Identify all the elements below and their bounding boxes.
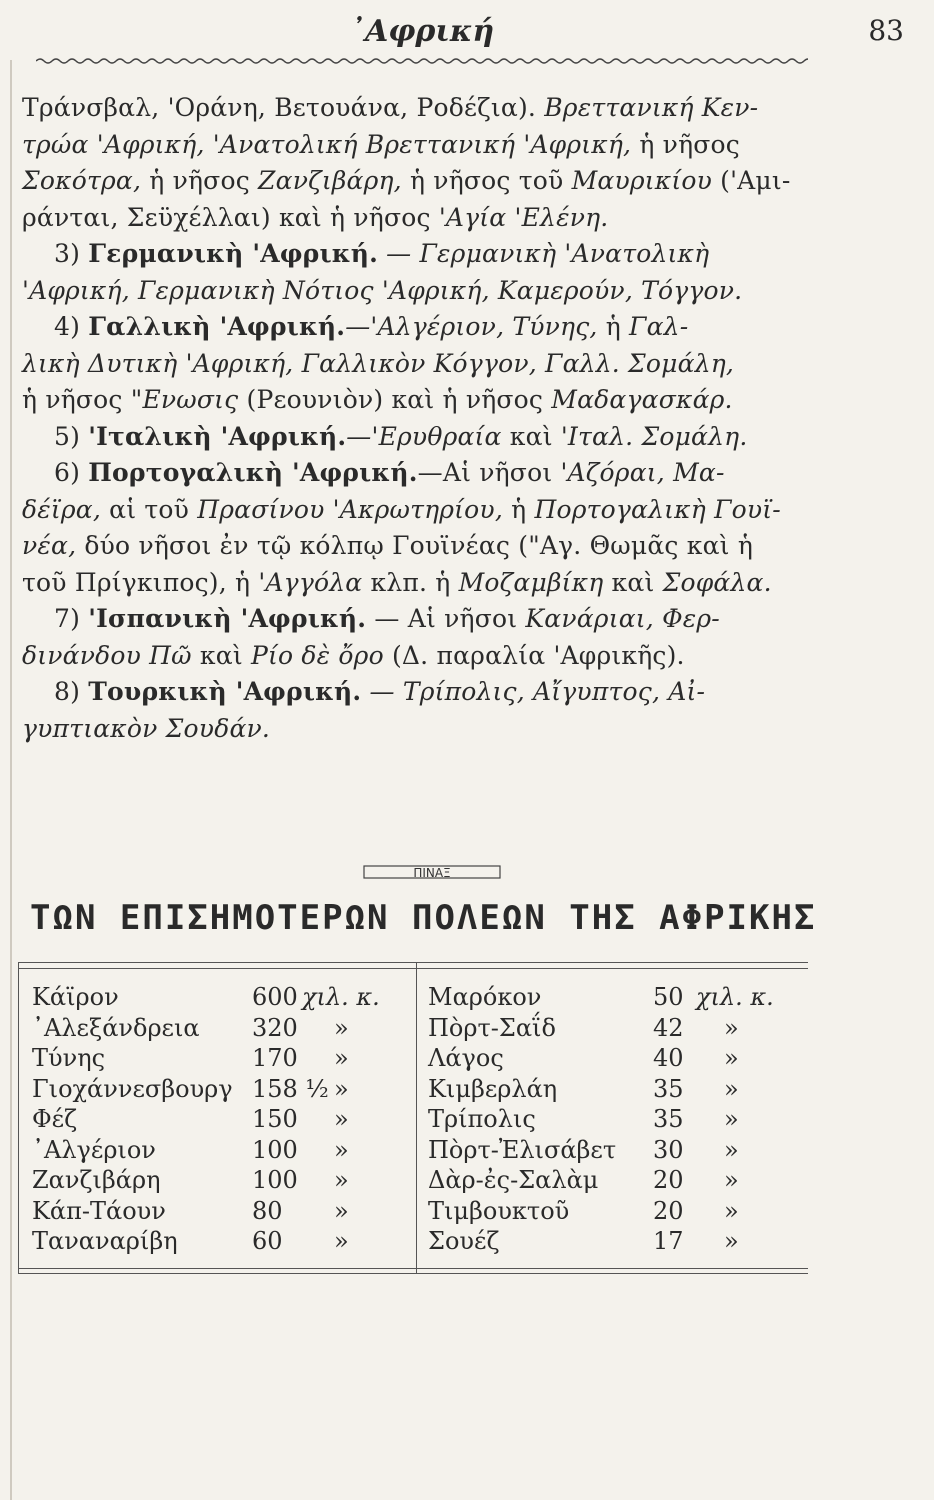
cell-ditto: » xyxy=(724,1135,739,1164)
cell-city: Κάπ-Τάουν xyxy=(32,1196,166,1225)
table-title: ΤΩΝ ΕΠΙΣΗΜΟΤΕΡΩΝ ΠΟΛΕΩΝ ΤΗΣ ΑΦΡΙΚΗΣ xyxy=(30,898,817,938)
text-run: 'Αγγόλα xyxy=(258,567,371,597)
cell-num: 80 xyxy=(252,1196,283,1225)
text-line xyxy=(22,127,812,164)
cell-num: 320 xyxy=(252,1013,298,1042)
cell-city: Κάϊρον xyxy=(32,983,119,1011)
cell-city: Δὰρ-ἐς-Σαλὰμ xyxy=(428,1166,599,1194)
cell-ditto: » xyxy=(724,1074,739,1103)
text-line xyxy=(22,492,812,529)
table-row xyxy=(32,1074,412,1105)
text-run: τρώα 'Αφρική, 'Ανατολική Βρεττανική 'Αφρική, xyxy=(22,129,640,159)
table-row xyxy=(428,982,808,1013)
text-run: Μοζαμβίκη xyxy=(458,567,612,597)
cell-ditto: » xyxy=(724,1227,739,1255)
table-bottom-rule-2 xyxy=(18,1268,808,1269)
text-run: ἡ xyxy=(605,312,630,341)
text-run: —'Αλγέριον, Τύνης, xyxy=(345,312,606,341)
cell-ditto: » xyxy=(334,1227,349,1255)
cell-num: 35 xyxy=(653,1074,684,1103)
text-line xyxy=(22,163,812,200)
text-line xyxy=(22,273,812,310)
cell-city: Τρίπολις xyxy=(428,1105,536,1133)
table-column-right xyxy=(428,982,808,1257)
table-row xyxy=(428,1104,808,1135)
text-run: (Ρεουνιὸν) καὶ ἡ νῆσος xyxy=(246,385,552,414)
table-top-rule-2 xyxy=(18,968,808,969)
cell-city: Μαρόκον xyxy=(428,983,542,1011)
text-line xyxy=(22,601,812,638)
text-run: Πρασίνου 'Ακρωτηρίου, xyxy=(197,494,512,524)
ornament-label: ΠΙΝΑΞ xyxy=(413,866,451,880)
text-run: — Γερμανικὴ 'Ανατολικὴ xyxy=(378,239,710,268)
cell-city: Ζανζιβάρη xyxy=(32,1166,161,1194)
cell-num: 150 xyxy=(252,1105,298,1133)
text-run: ἡ νῆσος xyxy=(149,166,259,195)
body-text xyxy=(22,90,812,747)
cell-city: ᾿Αλεξάνδρεια xyxy=(32,1013,200,1042)
text-run: Ρίο δὲ ὄρο xyxy=(250,640,392,670)
text-run: 8) xyxy=(54,677,89,706)
text-line xyxy=(22,419,812,456)
cell-num: 600 xyxy=(252,983,298,1011)
text-run: 'Αζόραι, Μα- xyxy=(560,458,725,487)
text-run: 6) xyxy=(54,458,89,487)
text-run: — Τρίπολις, Αἴγυπτος, Αἰ- xyxy=(361,677,706,706)
text-run: ράνται, Σεϋχέλλαι) καὶ ἡ νῆσος xyxy=(22,202,439,232)
cell-city: Σουέζ xyxy=(428,1227,500,1255)
text-line xyxy=(22,90,812,127)
table-row xyxy=(428,1013,808,1044)
text-run: ἡ xyxy=(511,494,535,524)
table-row xyxy=(32,1013,412,1044)
text-run: —'Ερυθραία xyxy=(346,421,510,451)
text-run: 5) xyxy=(54,421,89,451)
cell-num: 17 xyxy=(653,1227,684,1255)
text-line xyxy=(22,346,812,383)
text-run: Βρεττανική Κεν- xyxy=(544,93,759,122)
running-header xyxy=(30,14,904,54)
cell-ditto: » xyxy=(334,1135,349,1164)
text-run: (Δ. παραλία 'Αφρικῆς). xyxy=(391,640,685,670)
cell-ditto: » xyxy=(334,1105,349,1133)
text-line xyxy=(22,309,812,346)
section-heading: Γερμανικὴ 'Αφρική. xyxy=(88,239,379,268)
wavy-rule xyxy=(36,56,808,66)
page-number: 83 xyxy=(868,14,904,47)
cell-num: 30 xyxy=(653,1135,684,1164)
text-run: 7) xyxy=(54,604,89,633)
cell-num: 50 xyxy=(653,983,684,1011)
cell-num: 100 xyxy=(252,1166,298,1194)
text-run: —Αἱ νῆσοι xyxy=(417,458,561,487)
cell-city: Τύνης xyxy=(32,1044,106,1072)
section-heading: Τουρκικὴ 'Αφρική. xyxy=(88,677,362,706)
cell-ditto: » xyxy=(334,1074,349,1103)
text-run: ἡ νῆσος xyxy=(22,385,131,414)
text-line xyxy=(22,455,812,492)
text-run: 3) xyxy=(54,239,89,268)
text-run: κλπ. ἡ xyxy=(370,567,459,597)
text-run: δινάνδου Πῶ xyxy=(22,640,200,670)
text-run: ('Αμι- xyxy=(720,166,791,195)
table-center-rule xyxy=(416,962,417,1274)
text-run: — Αἱ νῆσοι xyxy=(366,604,526,633)
header-title: ᾿Αφρική xyxy=(350,14,495,49)
text-line xyxy=(22,200,812,237)
cell-ditto: » xyxy=(724,1105,739,1133)
cell-num: 100 xyxy=(252,1135,298,1164)
text-run: Μαδαγασκάρ. xyxy=(551,385,733,414)
text-run: Ζανζιβάρη, xyxy=(258,166,410,195)
text-line xyxy=(22,711,812,748)
table-row xyxy=(32,1104,412,1135)
cell-ditto: » xyxy=(334,1044,349,1072)
cell-city: ᾿Αλγέριον xyxy=(32,1135,156,1164)
section-heading: Πορτογαλικὴ 'Αφρική. xyxy=(88,458,418,487)
cell-num: 20 xyxy=(653,1166,684,1194)
cell-city: Φέζ xyxy=(32,1105,78,1133)
text-run: Κανάριαι, Φερ- xyxy=(525,604,720,633)
table-row xyxy=(428,1196,808,1227)
table-row xyxy=(32,1135,412,1166)
text-line xyxy=(22,638,812,675)
text-run: τοῦ Πρίγκιπος), ἡ xyxy=(22,567,259,597)
table-ornament xyxy=(362,864,502,880)
text-run: ἡ νῆσος xyxy=(639,129,740,159)
cell-ditto: » xyxy=(724,1013,739,1042)
table-row xyxy=(428,1043,808,1074)
cell-ditto: » xyxy=(724,1166,739,1194)
cell-ditto: » xyxy=(334,1013,349,1042)
text-run: Τράνσβαλ, 'Οράνη, Βετουάνα, Ροδέζια). xyxy=(22,93,545,122)
text-run: Σοφάλα. xyxy=(662,567,772,597)
cell-city: Τιμβουκτοῦ xyxy=(428,1196,570,1225)
section-heading: Γαλλικὴ 'Αφρική. xyxy=(88,312,346,341)
cell-city: Ταναναρίβη xyxy=(32,1227,178,1255)
text-run: δέϊρα, xyxy=(22,494,110,524)
table-column-left xyxy=(32,982,412,1257)
text-run: νέα, xyxy=(22,531,85,560)
cell-ditto: » xyxy=(334,1196,349,1225)
cell-ditto: » xyxy=(334,1166,349,1194)
table-row xyxy=(32,1043,412,1074)
table-row xyxy=(428,1135,808,1166)
text-line xyxy=(22,528,812,565)
cell-num: 20 xyxy=(653,1196,684,1225)
cell-unit: χιλ. κ. xyxy=(302,983,380,1011)
text-run: αἱ τοῦ xyxy=(109,494,198,524)
table-row xyxy=(32,982,412,1013)
text-run: Σοκότρα, xyxy=(22,166,150,195)
cell-num: 42 xyxy=(653,1013,684,1042)
text-run: καὶ xyxy=(199,640,251,670)
cell-city: Κιμβερλάη xyxy=(428,1074,558,1103)
cell-city: Γιοχάννεσβουργ xyxy=(32,1074,233,1103)
table-row xyxy=(32,1165,412,1196)
table-row xyxy=(428,1226,808,1257)
cell-ditto: » xyxy=(724,1044,739,1072)
table-row xyxy=(32,1196,412,1227)
text-run: 'Αγία 'Ελένη. xyxy=(438,202,609,232)
text-run: γυπτιακὸν Σουδάν. xyxy=(22,713,271,743)
text-run: λικὴ Δυτικὴ 'Αφρική, Γαλλικὸν Κόγγον, Γαλλ. Σομάλη, xyxy=(22,348,735,378)
section-heading: 'Ιταλικὴ 'Αφρική. xyxy=(88,421,347,451)
text-run: Πορτογαλικὴ Γουϊ- xyxy=(534,494,781,524)
text-run: "Ενωσις xyxy=(130,385,247,414)
text-run: δύο νῆσοι ἐν τῷ κόλπῳ Γουϊνέας ("Αγ. Θωμᾶς καὶ ἡ xyxy=(84,531,753,560)
table-row xyxy=(428,1074,808,1105)
text-run: ἡ νῆσος τοῦ xyxy=(409,166,572,195)
text-run: 4) xyxy=(54,312,89,341)
cell-city: Λάγος xyxy=(428,1044,504,1072)
cell-unit: χιλ. κ. xyxy=(696,983,774,1011)
text-run: καὶ xyxy=(509,421,561,451)
table-row xyxy=(32,1226,412,1257)
page-edge-line xyxy=(10,60,12,1500)
text-run: Γαλ- xyxy=(629,312,689,341)
cell-num: 40 xyxy=(653,1044,684,1072)
text-run: καὶ xyxy=(611,567,663,597)
section-heading: 'Ισπανικὴ 'Αφρική. xyxy=(88,604,367,633)
cell-city: Πὸρτ-Σαΐδ xyxy=(428,1013,556,1042)
text-run: 'Αφρική, Γερμανικὴ Νότιος 'Αφρική, Καμερούν, Τόγγον. xyxy=(22,275,743,305)
cell-city: Πὸρτ-Ἐλισάβετ xyxy=(428,1135,617,1164)
text-line xyxy=(22,674,812,711)
table-left-rule xyxy=(18,962,19,1274)
table-bottom-rule xyxy=(18,1273,808,1274)
text-line xyxy=(22,382,812,419)
cell-num: 35 xyxy=(653,1105,684,1133)
cell-num: 170 xyxy=(252,1044,298,1072)
cell-num: 60 xyxy=(252,1227,283,1255)
table-row xyxy=(428,1165,808,1196)
text-line xyxy=(22,565,812,602)
table-top-rule xyxy=(18,962,808,963)
cities-table xyxy=(18,962,808,1274)
text-run: Μαυρικίου xyxy=(571,166,721,195)
cell-num: 158 ½ xyxy=(252,1074,329,1103)
text-line xyxy=(22,236,812,273)
cell-ditto: » xyxy=(724,1196,739,1225)
text-run: 'Ιταλ. Σομάλη. xyxy=(560,421,748,451)
